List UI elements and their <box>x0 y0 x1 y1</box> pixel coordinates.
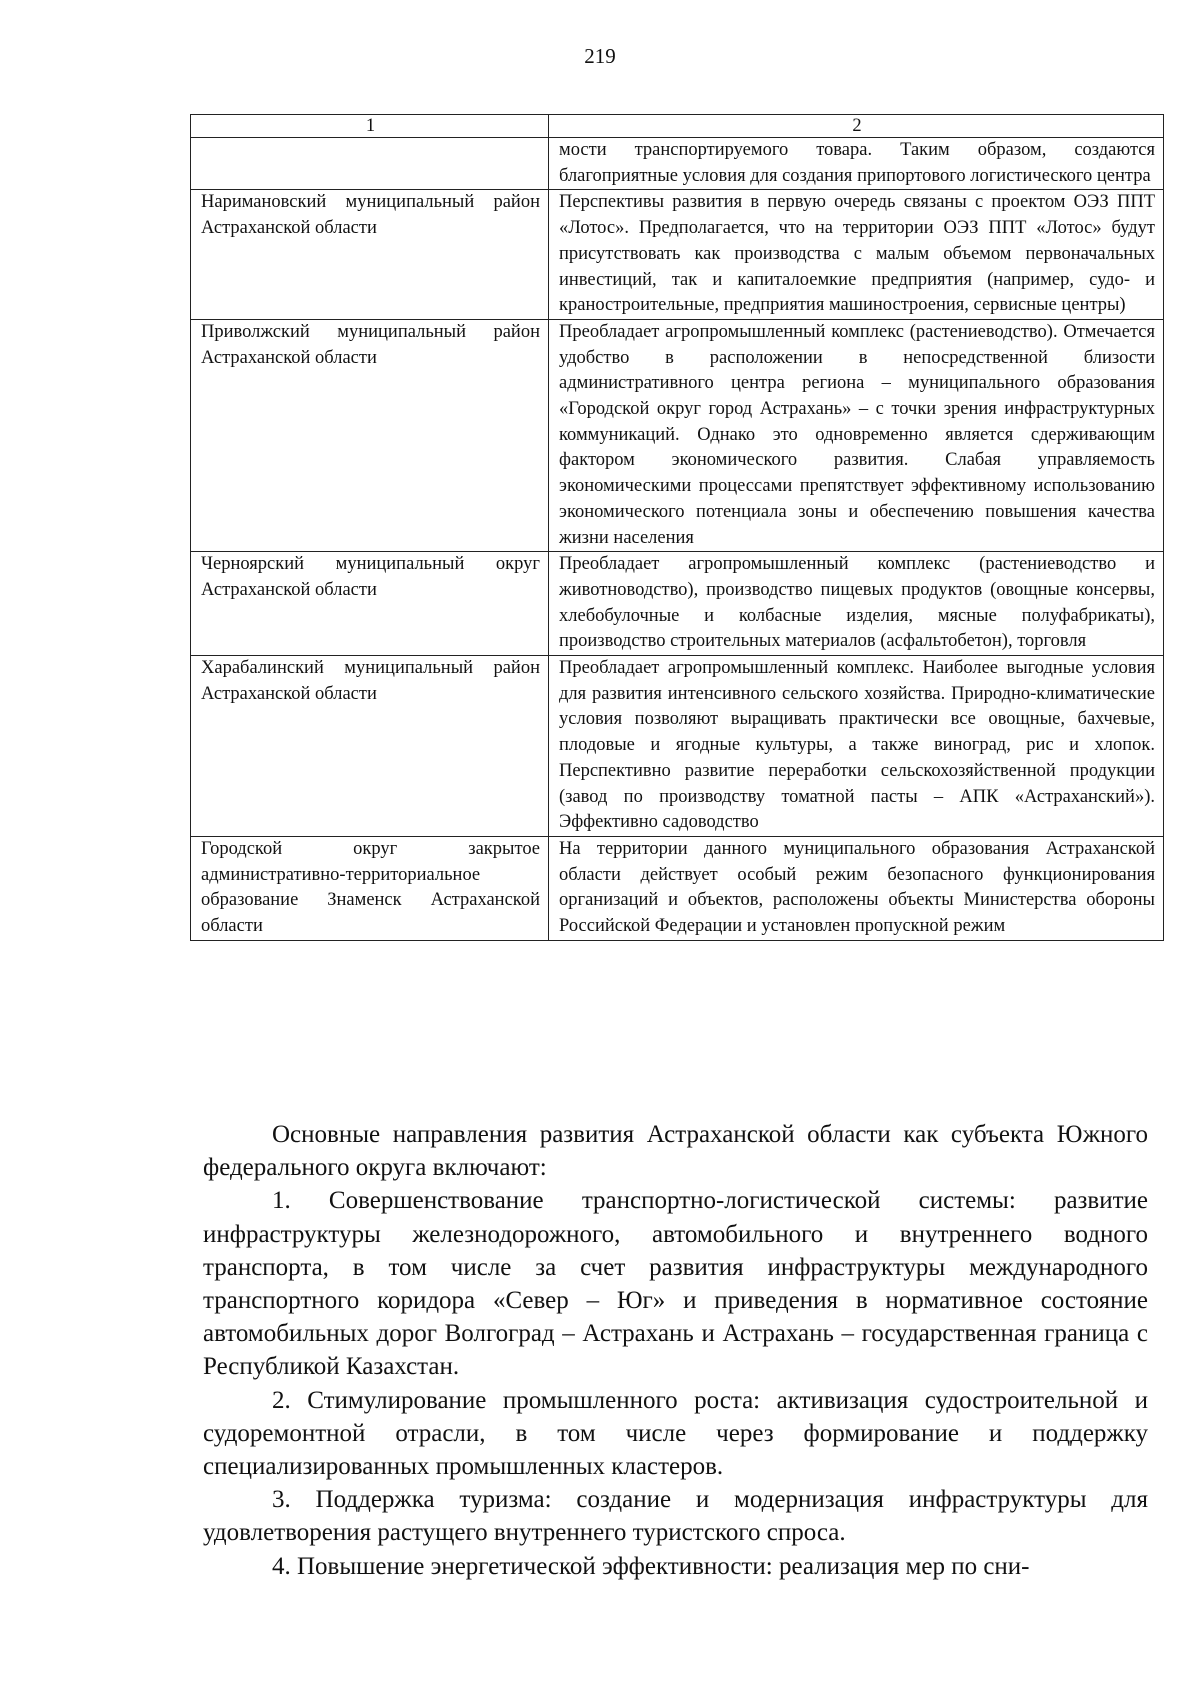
district-cell: Черноярский муниципальный округ Астраханской области <box>191 552 549 656</box>
table-row <box>191 319 1164 551</box>
list-item-tourism: 3. Поддержка туризма: создание и модернизация инфраструктуры для удовлетворения растущего внутреннего туристского спроса. <box>203 1486 1148 1547</box>
district-cell: Городской округ закрытое административно-территориальное образование Знаменск Астраханской области <box>191 836 549 940</box>
list-item-energy: 4. Повышение энергетической эффективности: реализация мер по сни- <box>272 1552 1030 1580</box>
table-header-row <box>191 115 1164 138</box>
intro-paragraph: Основные направления развития Астраханской области как субъекта Южного федерального округа включают: <box>203 1121 1148 1182</box>
table-row <box>191 138 1164 190</box>
list-item-industry: 2. Стимулирование промышленного роста: активизация судостроительной и судоремонтной отрасли, в том числе через формирование и поддержку специализированных промышленных кластеров. <box>203 1386 1148 1481</box>
list-item-transport: 1. Совершенствование транспортно-логистической системы: развитие инфраструктуры железнодорожного, автомобильного и внутреннего водного транспорта, в том числе за счет развития инфраструктуры международного транспортного коридора «Север – Юг» и приведения в нормативное состояние автомобильных дорог Волгоград – Астрахань и Астрахань – государственная граница с Республикой Казахстан. <box>203 1187 1148 1381</box>
table-row <box>191 552 1164 656</box>
description-cell: мости транспортируемого товара. Таким образом, создаются благоприятные условия для создания припортового логистического центра <box>549 138 1164 190</box>
description-cell: Преобладает агропромышленный комплекс (растениеводство). Отмечается удобство в расположении в непосредственной близости административного центра региона – муниципального образования «Городской округ город Астрахань» – с точки зрения инфраструктурных коммуникаций. Однако это одновременно является сдерживающим фактором экономического развития. Слабая управляемость экономическими процессами препятствует эффективному использованию экономического потенциала зоны и обеспечению повышения качества жизни населения <box>549 319 1164 551</box>
district-cell: Наримановский муниципальный район Астраханской области <box>191 190 549 320</box>
description-cell: Преобладает агропромышленный комплекс. Наиболее выгодные условия для развития интенсивного сельского хозяйства. Природно-климатические условия позволяют выращивать практически все овощные, бахчевые, плодовые и ягодные культуры, а также виноград, рис и хлопок. Перспективно развитие переработки сельскохозяйственной продукции (завод по производству томатной пасты – АПК «Астраханский»). Эффективно садоводство <box>549 656 1164 837</box>
page-number: 219 <box>584 44 616 68</box>
description-cell: Перспективы развития в первую очередь связаны с проектом ОЭЗ ППТ «Лотос». Предполагается, что на территории ОЭЗ ППТ «Лотос» будут присутствовать как производства с малым объемом первоначальных инвестиций, так и капиталоемкие предприятия (например, судо- и краностроительные, предприятия машиностроения, сервисные центры) <box>549 190 1164 320</box>
districts-table <box>190 114 1164 941</box>
district-cell: Харабалинский муниципальный район Астраханской области <box>191 656 549 837</box>
table-header-col-1: 1 <box>191 115 549 138</box>
description-cell: На территории данного муниципального образования Астраханской области действует особый режим безопасного функционирования организаций и объектов, расположены объекты Министерства обороны Российской Федерации и установлен пропускной режим <box>549 836 1164 940</box>
table-row <box>191 190 1164 320</box>
table-row <box>191 656 1164 837</box>
table-header-col-2: 2 <box>549 115 1164 138</box>
table-row <box>191 836 1164 940</box>
description-cell: Преобладает агропромышленный комплекс (растениеводство и животноводство), производство пищевых продуктов (овощные консервы, хлебобулочные и колбасные изделия, мясные полуфабрикаты), производство строительных материалов (асфальтобетон), торговля <box>549 552 1164 656</box>
district-cell: Приволжский муниципальный район Астраханской области <box>191 319 549 551</box>
district-cell <box>191 138 549 190</box>
body-text <box>203 1118 1148 1583</box>
